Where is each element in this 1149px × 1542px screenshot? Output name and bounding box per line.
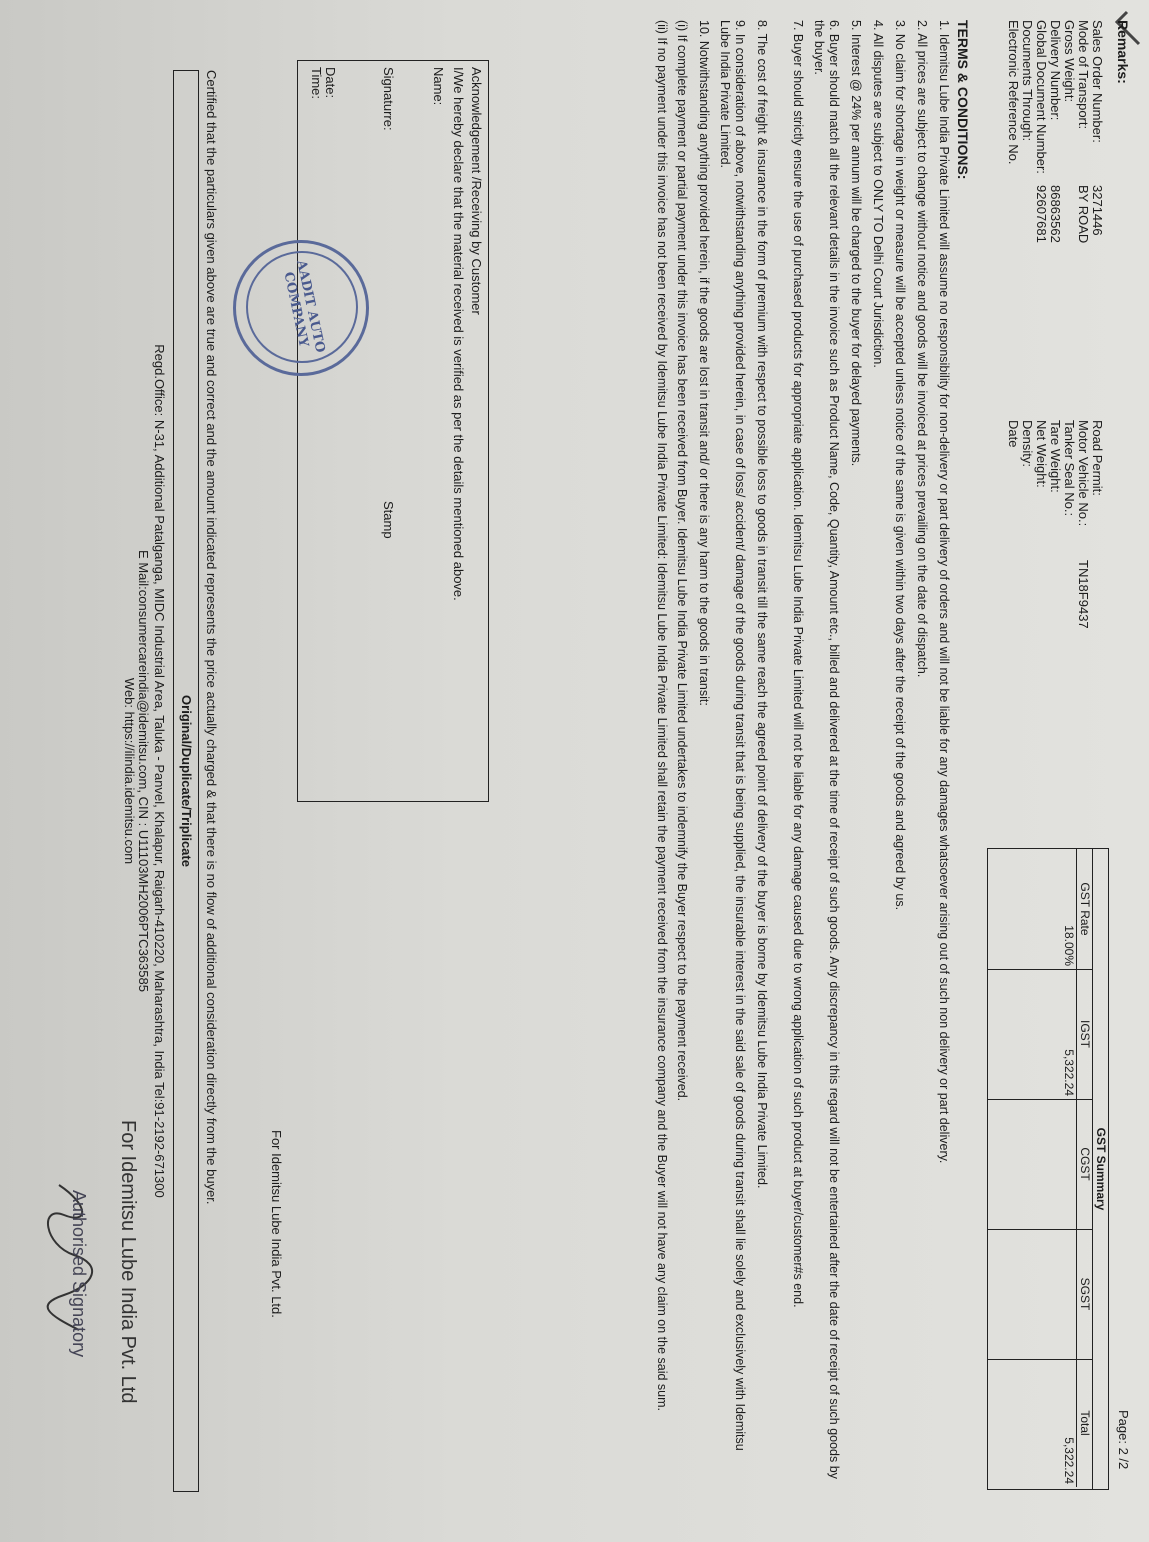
term-item: 5. Interest @ 24% per annum will be charged to the buyer for delayed payments. <box>849 20 863 467</box>
ack-declaration: I/We hereby declare that the material received is verified as per the details mentioned above. <box>451 67 466 601</box>
page-number: Page: 2 /2 <box>1116 1410 1131 1470</box>
remarks-label: Remarks: <box>1115 20 1131 84</box>
gst-col-total <box>988 1359 1093 1487</box>
gst-col-rate <box>988 849 1093 970</box>
term-item: 3. No claim for shortage in weight or measure will be accepted unless notice of the same is given within two days after the receipt of the goods and agreed by us. <box>893 20 907 911</box>
vehicle-no-label: Motor Vehicle No.: <box>1076 420 1091 527</box>
gst-col-header: SGST <box>1076 1229 1093 1359</box>
ack-time-label: Time: <box>309 67 324 100</box>
for-company-heading: For Idemitsu Lube India Pvt. Ltd <box>117 1120 139 1404</box>
for-company-label: For Idemitsu Lube India Pvt. Ltd. <box>269 1130 284 1318</box>
ack-title: Acknowledgement /Receiving by Customer <box>469 67 484 315</box>
delivery-number-label: Delivery Number: <box>1048 20 1063 121</box>
net-weight-label: Net Weight: <box>1034 420 1049 488</box>
terms-title: TERMS & CONDITIONS: <box>955 20 971 180</box>
gst-summary-title: GST Summary <box>1092 849 1108 1489</box>
sales-order-value: 3271446 <box>1090 185 1105 236</box>
term-item: 2. All prices are subject to change without notice and goods will be invoiced at prices prevailing on the date of dispatch. <box>915 20 929 678</box>
documents-through-label: Documents Through: <box>1020 20 1035 142</box>
global-doc-value: 92607681 <box>1034 185 1049 243</box>
gst-col-cgst <box>988 1099 1093 1230</box>
ack-name-label: Name: <box>431 67 446 106</box>
customer-stamp <box>233 240 369 376</box>
gst-cell: 18.00% <box>1062 925 1076 966</box>
sales-order-label: Sales Order Number: <box>1090 20 1105 143</box>
date-label: Date <box>1006 420 1021 448</box>
term-item: (i) If complete payment or partial payment under this invoice has been received from Buyer. Idemitsu Lube India Private Limited undertakes to indemnify the Buyer respect to the payment received. <box>675 20 689 1102</box>
certification-text: Certified that the particulars given above are true and correct and the amount indicated represents the price actually charged & that there is no flow of additional consideration directly from the buyer. <box>204 70 219 1205</box>
email-cin: E Mail:consumercareindia@idemitsu.com, CIN : U11103MH2006PTC363585 <box>136 550 151 992</box>
delivery-number-value: 86863562 <box>1048 185 1063 243</box>
gst-col-sgst <box>988 1229 1093 1360</box>
website: Web: https://ilindia.idemitsu.com <box>122 677 137 865</box>
acknowledgement-box <box>297 60 489 802</box>
ack-date-label: Date: <box>323 67 338 99</box>
stamp-text: AADIT AUTO COMPANY <box>280 258 328 355</box>
term-item: (ii) If no payment under this invoice has not been received by Idemitsu Lube India Private Limited: Idemitsu Lube India Private Limited shall retain the payment received from the insurance company and the Buyer will not have any claim on the said sum. <box>655 20 669 1412</box>
term-item: 9. In consideration of above, notwithstanding anything provided herein, in case of loss/ accident/ damage of the goods during transit that is being supplied, the insurable interest in the said sale of goods during transit shall lie solely and exclusively with Idemitsu Lube India Private Limited. <box>718 20 747 1451</box>
term-item: 8. The cost of freight & insurance in the form of premium with respect to possible loss to goods in transit till the same reach the agreed point of delivery of the buyer is borne by Idemitsu Lube India Private Limited. <box>755 20 769 1189</box>
transport-mode-value: BY ROAD <box>1076 185 1091 244</box>
gst-cell: 5,322.24 <box>1062 1437 1076 1484</box>
term-item: 10. Notwithstanding anything provided herein, if the goods are lost in transit and/ or there is any harm to the goods in transit: <box>697 20 711 706</box>
road-permit-label: Road Permit: <box>1090 420 1105 496</box>
gst-summary-table <box>987 848 1109 1490</box>
gst-col-header: IGST <box>1076 969 1093 1099</box>
gst-cell: 5,322.24 <box>1062 1049 1076 1096</box>
global-doc-label: Global Document Number: <box>1034 20 1049 174</box>
vehicle-no-value: TN18F9437 <box>1076 560 1091 629</box>
authorised-signatory-label: Authorised Signatory <box>69 1190 89 1358</box>
gst-col-header: Total <box>1076 1359 1093 1487</box>
term-item: 6. Buyer should match all the relevant details in the invoice such as Product Name, Code, Quantity, Amount etc., billed and delivered at the time of receipt of such goods. Any discrepancy in this regard will not be entertained after the date of receipt of such goods by the buyer. <box>812 20 841 1479</box>
tare-weight-label: Tare Weight: <box>1048 420 1063 493</box>
gst-col-igst <box>988 969 1093 1100</box>
gst-col-header: CGST <box>1076 1099 1093 1229</box>
density-label: Density: <box>1020 420 1035 467</box>
transport-mode-label: Mode of Transport: <box>1076 20 1091 130</box>
ack-signature-label: Signaturre: <box>381 67 396 131</box>
copy-type-box: Original/Duplicate/Triplicate <box>173 70 199 1492</box>
gross-weight-label: Gross Weight: <box>1062 20 1077 103</box>
electronic-ref-label: Electronic Reference No. <box>1006 20 1021 165</box>
term-item: 7. Buyer should strictly ensure the use of purchased products for appropriate application. Idemitsu Lube India Private Limited will not be liable for any damage caused due to wrong application of such product at buyer/customer#s end. <box>791 20 805 1308</box>
registered-office: Regd.Office: N-31, Additional Patalganga, MIDC Industrial Area, Taluka - Panvel, Khalapur, Raigarh-410220, Maharashtra, India Tel:91-2192-671300 <box>152 344 167 1198</box>
gst-col-header: GST Rate <box>1076 849 1093 969</box>
tanker-seal-label: Tanker Seal No.: <box>1062 420 1077 517</box>
term-item: 1. Idemitsu Lube India Private Limited will assume no responsibility for non-delivery or part delivery of orders and will not be liable for any damages whatsoever arising out of such non delivery or part delivery. <box>937 20 951 1164</box>
term-item: 4. All disputes are subject to ONLY TO Delhi Court Jurisdiction. <box>871 20 885 368</box>
ack-stamp-label: Stamp <box>381 501 396 539</box>
